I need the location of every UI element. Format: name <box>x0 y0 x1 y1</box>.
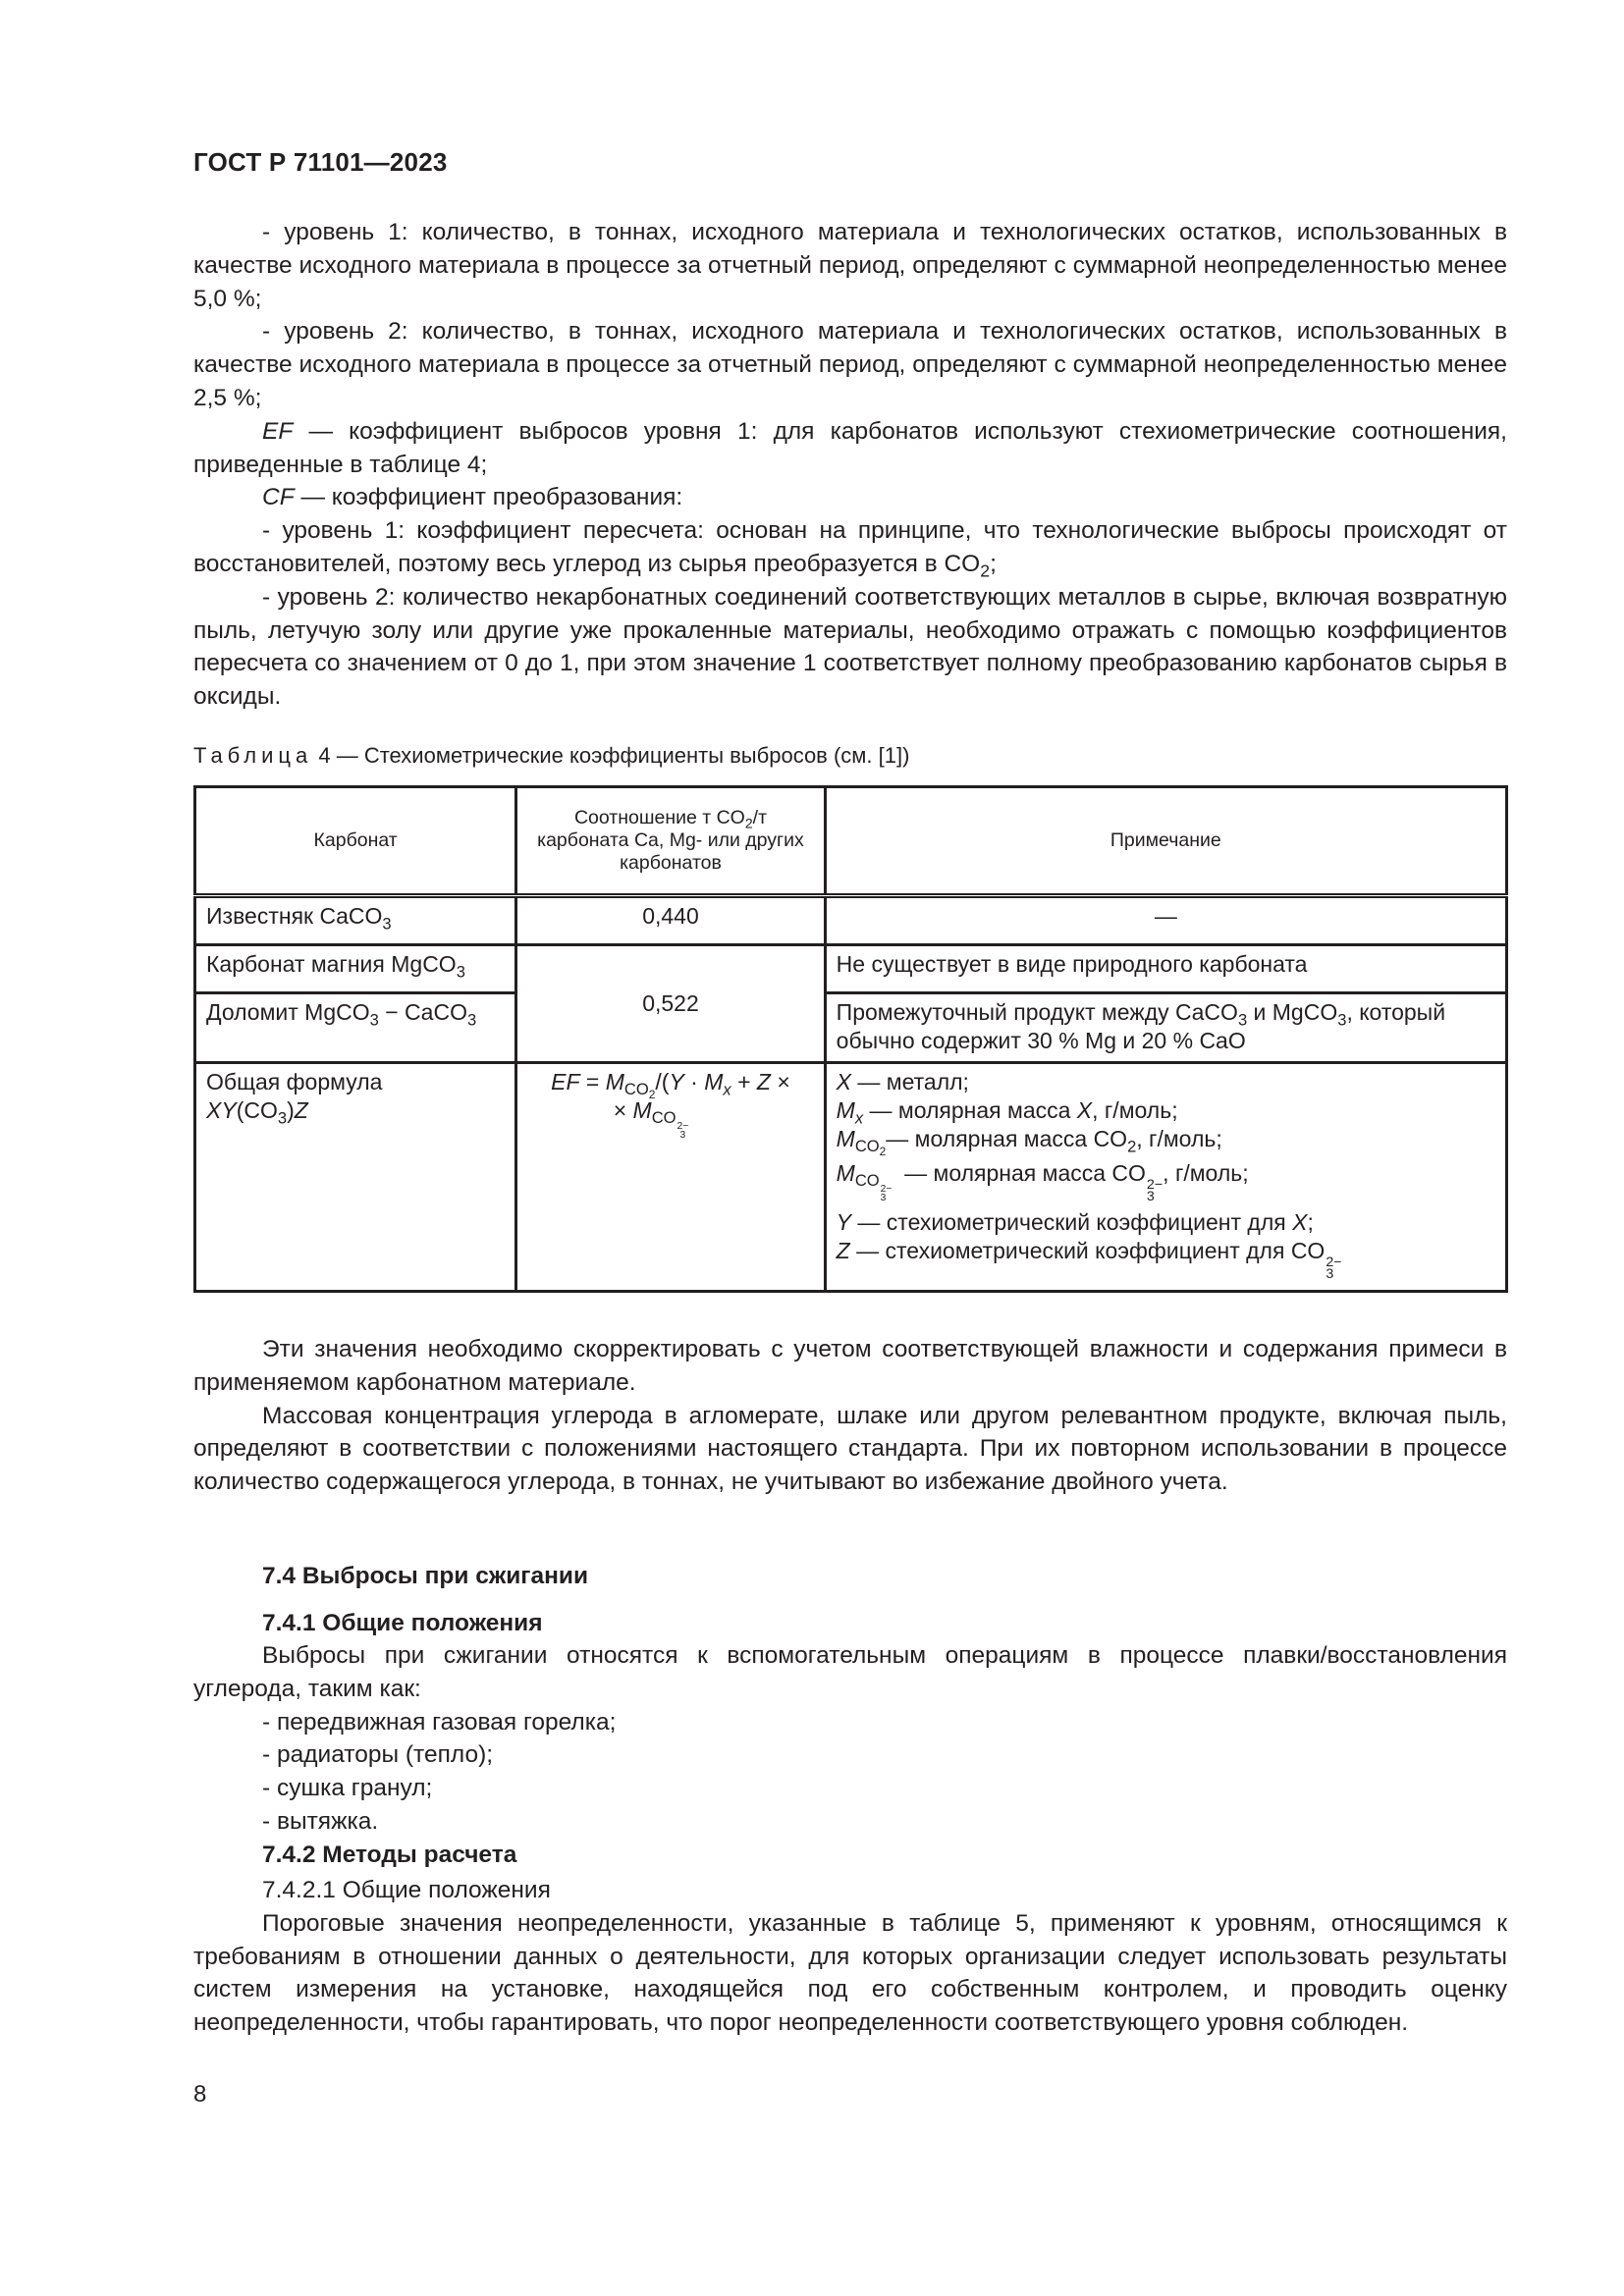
paragraph-combustion-intro: Выбросы при сжигании относятся к вспомогательным операциям в процессе плавки/восстановления углерода, таким как: <box>193 1642 1507 1702</box>
legend-tail: , г/моль; <box>1092 1097 1178 1123</box>
formula-subscript: 3 <box>466 1010 477 1030</box>
formula-subscript: 3 <box>1337 1010 1347 1030</box>
paragraph-cf-definition <box>193 481 1507 514</box>
subscript-3: 3 <box>1146 1188 1155 1204</box>
legend-italic: X <box>1292 1209 1308 1236</box>
legend-symbol: Z <box>836 1238 850 1264</box>
table-caption <box>193 743 909 769</box>
paragraph-moisture-correction: Эти значения необходимо скорректировать с учетом соответствующей влажности и содержания примеси в применяемом карбонатном материале. <box>193 1336 1507 1396</box>
cell-note <box>825 993 1506 1063</box>
formula-co: (CO <box>236 1097 278 1123</box>
legend-item-mco2 <box>836 1125 1495 1159</box>
paragraph-cf-level2: - уровень 2: количество некарбонатных соединений соответствующих металлов в сырье, включая возвратную пыль, летучую золу или другие уже прокаленные материалы, необходимо отражать с помощью коэффициентов пересчета со значением от 0 до 1, при этом значение 1 соответствует полному преобразованию карбонатов сырья в оксиды. <box>193 583 1507 711</box>
slash-paren: /( <box>655 1069 670 1095</box>
legend-text: — молярная масса <box>863 1097 1077 1123</box>
general-formula-label: Общая формула <box>206 1069 383 1095</box>
cell-carbonate <box>195 896 516 945</box>
subscript-2: 2 <box>1127 1137 1137 1156</box>
formula-subscript: 3 <box>382 914 392 934</box>
ef-formula-line2 <box>527 1096 813 1140</box>
header-note: Примечание <box>825 787 1506 896</box>
text-block-combustion <box>193 1639 1507 1839</box>
legend-item-mx <box>836 1096 1495 1128</box>
charge-superscript: 2− <box>677 1120 689 1132</box>
paragraph-cf-level1 <box>193 514 1507 581</box>
cf-symbol: CF <box>262 484 295 511</box>
header-carbonate: Карбонат <box>195 787 516 896</box>
header-ratio-part-a: Соотношение т CO <box>573 807 745 828</box>
legend-text: — металл; <box>851 1069 969 1095</box>
ef-formula-line1 <box>527 1068 813 1102</box>
page-number: 8 <box>193 2081 207 2108</box>
note-part-c: , который обычно содержит 30 % Mg и 20 % CaO <box>836 999 1446 1053</box>
header-ratio-subscript: 2 <box>744 815 753 831</box>
plus-sign: + <box>731 1069 757 1095</box>
cell-carbonate-general <box>195 1063 516 1292</box>
cell-ratio: 0,440 <box>516 896 825 945</box>
cf-level1-end: ; <box>990 550 997 577</box>
ef-symbol: EF <box>262 417 294 445</box>
equals-sign: = <box>579 1069 606 1095</box>
cell-ef-formula <box>516 1063 825 1292</box>
formula-subscript: 3 <box>1237 1010 1248 1030</box>
legend-text: — молярная масса CO <box>886 1126 1128 1151</box>
list-item: - сушка гранул; <box>262 1775 433 1802</box>
list-item: - передвижная газовая горелка; <box>262 1708 617 1735</box>
cell-legend <box>825 1063 1506 1292</box>
legend-symbol: Y <box>836 1209 852 1236</box>
legend-symbol-subscript: x <box>854 1108 864 1128</box>
cell-note: — <box>825 896 1506 945</box>
legend-italic: X <box>1076 1097 1093 1123</box>
m-symbol: M <box>605 1069 624 1095</box>
mx-symbol: M <box>704 1069 724 1095</box>
z-symbol: Z <box>756 1069 771 1095</box>
paragraph-carbon-concentration: Массовая концентрация углерода в агломерате, шлаке или другом релевантном продукте, включая пыль, определяют в соответствии с положениями настоящего стандарта. При их повторном использовании в процессе количество содержащегося углерода, в тоннах, не учитывают во избежание двойного учета. <box>193 1402 1507 1496</box>
legend-text: — стехиометрический коэффициент для <box>851 1209 1293 1236</box>
list-item: - вытяжка. <box>262 1807 379 1835</box>
charge-stack <box>1326 1255 1342 1283</box>
legend-symbol: M <box>836 1126 855 1151</box>
text-block-methods <box>193 1874 1507 2040</box>
times-sign: × <box>770 1069 790 1095</box>
cell-carbonate <box>195 945 516 993</box>
charge-stack <box>677 1120 689 1141</box>
legend-item-mco3 <box>837 1159 1495 1202</box>
cf-level1-text: - уровень 1: коэффициент пересчета: основан на принципе, что технологические выбросы происходят от восстановителей, поэтому весь углерод из сырья преобразуется в CO <box>193 517 1507 577</box>
text-block-levels <box>193 216 1507 714</box>
subsection-heading-7-4-2-1: 7.4.2.1 Общие положения <box>262 1877 551 1903</box>
table-row <box>195 896 1507 945</box>
note-part-b: и MgCO <box>1247 999 1338 1025</box>
table-row <box>195 993 1507 1063</box>
y-symbol: Y <box>669 1069 684 1095</box>
section-heading-7-4-1: 7.4.1 Общие положения <box>262 1610 543 1636</box>
legend-text: — молярная масса CO <box>897 1160 1146 1186</box>
formula-subscript: 3 <box>277 1108 288 1128</box>
section-heading-7-4: 7.4 Выбросы при сжигании <box>262 1563 589 1589</box>
formula-paren: ) <box>287 1097 295 1123</box>
co2-subscript: 2 <box>980 561 991 581</box>
charge-superscript: 2− <box>1326 1255 1342 1271</box>
legend-tail: , г/моль; <box>1163 1160 1249 1186</box>
formula-subscript: 3 <box>369 1010 379 1030</box>
ef-symbol: EF <box>551 1069 580 1095</box>
table-header-row <box>195 787 1507 896</box>
legend-text: — стехиометрический коэффициент для CO <box>849 1238 1326 1264</box>
times-sign: × <box>613 1097 633 1123</box>
legend-item-x <box>837 1068 1495 1096</box>
paragraph-level1-materials: - уровень 1: количество, в тоннах, исходного материала и технологических остатков, использованных в качестве исходного материала в процессе за отчетный период, определяют с суммарной неопределенностью менее 5,0 %; <box>193 219 1507 312</box>
paragraph-ef-definition <box>193 415 1507 482</box>
formula-subscript: 3 <box>456 962 465 982</box>
cell-ratio-merged: 0,522 <box>516 945 825 1063</box>
co-text: CO <box>623 1080 649 1099</box>
legend-symbol: X <box>836 1069 852 1095</box>
legend-item-y <box>837 1208 1495 1237</box>
emission-factors-table <box>193 785 1508 1293</box>
legend-tail: ; <box>1307 1209 1314 1236</box>
general-formula <box>206 1096 505 1128</box>
carbonate-name-a: Доломит MgCO <box>206 999 370 1025</box>
carbonate-name-b: − CaCO <box>378 999 467 1025</box>
document-code-header: ГОСТ Р 71101—2023 <box>193 147 448 177</box>
table-row <box>195 945 1507 993</box>
subscript-3: 3 <box>1326 1266 1334 1283</box>
legend-tail: , г/моль; <box>1136 1126 1222 1151</box>
charge-superscript: 2− <box>1146 1176 1164 1193</box>
legend-symbol: M <box>836 1160 855 1186</box>
table-caption-title: 4 — Стехиометрические коэффициенты выбросов (см. [1]) <box>312 743 910 768</box>
list-item: - радиаторы (тепло); <box>262 1741 494 1769</box>
carbonate-ion-subscript <box>651 1108 689 1141</box>
note-part-a: Промежуточный продукт между CaCO <box>836 999 1238 1025</box>
paragraph-uncertainty-thresholds: Пороговые значения неопределенности, указанные в таблице 5, применяют к уровням, относящимся к требованиям в отношении данных о деятельности, для которых организации следует использовать результаты систем измерения на установке, находящейся под его собственным контролем, и проводить оценку неопределенности, чтобы гарантировать, что порог неопределенности соответствующего уровня соблюден. <box>193 1909 1507 2037</box>
section-heading-7-4-2: 7.4.2 Методы расчета <box>262 1842 517 1868</box>
subscript-3: 3 <box>679 1129 686 1141</box>
co-text: CO <box>651 1108 677 1128</box>
ef-text: — коэффициент выбросов уровня 1: для карбонатов используют стехиометрические соотношения, приведенные в таблице 4; <box>193 417 1507 478</box>
x-subscript: x <box>723 1080 731 1099</box>
legend-symbol: M <box>836 1097 855 1123</box>
legend-item-z <box>836 1237 1495 1283</box>
cf-text: — коэффициент преобразования: <box>294 484 683 511</box>
carbonate-name: Карбонат магния MgCO <box>206 951 457 977</box>
legend-symbol-subscript: CO 2− 3 <box>854 1171 893 1203</box>
header-ratio <box>516 787 825 896</box>
charge-stack <box>1146 1176 1164 1204</box>
formula-xy: XY <box>206 1097 237 1123</box>
m-symbol: M <box>632 1097 652 1123</box>
cell-carbonate <box>195 993 516 1063</box>
dot-operator: · <box>683 1069 705 1095</box>
legend-symbol-subscript: CO2 <box>854 1137 887 1159</box>
formula-z: Z <box>294 1097 308 1123</box>
table-row <box>195 1063 1507 1292</box>
paragraph-level2-materials: - уровень 2: количество, в тоннах, исходного материала и технологических остатков, использованных в качестве исходного материала в процессе за отчетный период, определяют с суммарной неопределенностью менее 2,5 %; <box>193 318 1507 411</box>
header-ratio-part-b: /т карбоната Ca, Mg- или других карбонатов <box>537 807 804 874</box>
cell-note: Не существует в виде природного карбоната <box>825 945 1506 993</box>
subscript-2: 2 <box>648 1088 656 1102</box>
text-block-corrections <box>193 1333 1507 1499</box>
table-caption-word: Таблица <box>193 743 313 768</box>
carbonate-name: Известняк CaCO <box>206 903 383 929</box>
